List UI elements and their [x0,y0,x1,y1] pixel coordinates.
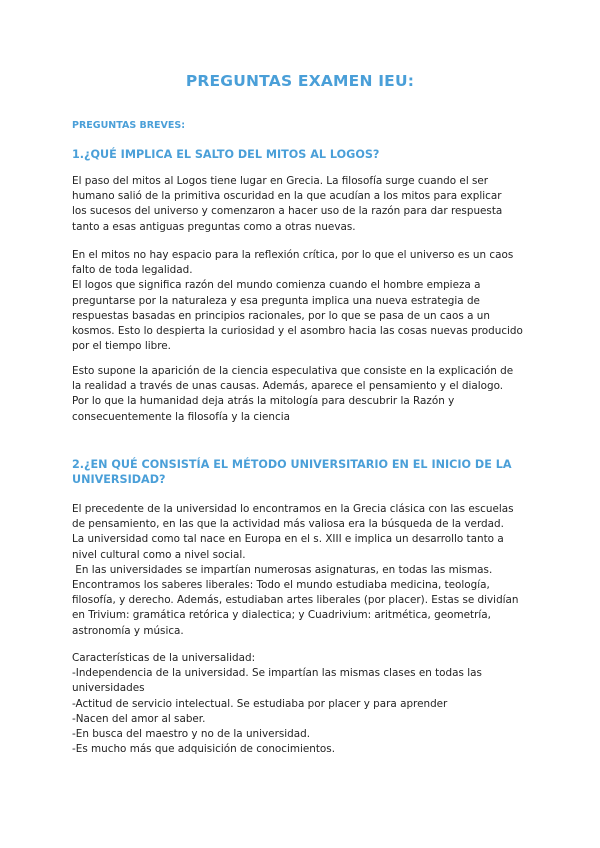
text-line: Encontramos los saberes liberales: Todo el mundo estudiaba medicina, teología, [72,578,490,591]
text-line: la realidad a través de unas causas. Además, aparece el pensamiento y el dialogo. [72,380,504,393]
text-line: astronomía y música. [72,624,184,637]
question-2-heading-line: UNIVERSIDAD? [72,473,166,486]
text-line: de pensamiento, en las que la actividad más valiosa era la búsqueda de la verdad. [72,518,504,531]
text-line: falto de toda legalidad. [72,264,193,277]
q1-paragraph-1 [72,174,534,235]
q2-paragraph-1 [72,502,534,639]
q1-paragraph-2 [72,248,534,354]
text-line: Esto supone la aparición de la ciencia especulativa que consiste en la explicación de [72,365,514,377]
text-line: por el tiempo libre. [72,340,171,353]
text-line: kosmos. Esto lo despierta la curiosidad y el asombro hacia las cosas nuevas producido [72,324,523,337]
list-item: -Nacen del amor al saber. [72,712,206,725]
text-line: tanto a esas antiguas preguntas como a otras nuevas. [72,220,356,233]
document-title: PREGUNTAS EXAMEN IEU: [185,72,415,90]
text-line: humano salió de la primitiva oscuridad en la que acudían a los mitos para explicar [72,190,502,203]
question-2-heading-line: 2.¿EN QUÉ CONSISTÍA EL MÉTODO UNIVERSITARIO EN EL INICIO DE LA [72,458,512,471]
question-2-heading [72,457,527,487]
list-item: universidades [72,682,145,695]
list-item: -En busca del maestro y no de la universidad. [72,727,311,740]
q1-paragraph-3 [72,364,534,425]
text-line: los sucesos del universo y comenzaron a hacer uso de la razón para dar respuesta [72,205,503,218]
text-line: El logos que significa razón del mundo comienza cuando el hombre empieza a [72,279,481,292]
text-line: En las universidades se impartían numerosas asignaturas, en todas las mismas. [72,563,493,576]
q2-paragraph-2 [72,651,534,757]
text-line: filosofía, y derecho. Además, estudiaban artes liberales (por placer). Estas se dividían [72,594,519,607]
text-line: respuestas basadas en principios racionales, por lo que se pasa de un caos a un [72,309,490,322]
text-line: El precedente de la universidad lo encontramos en la Grecia clásica con las escuelas [72,503,514,515]
text-line: preguntarse por la naturaleza y esa pregunta implica una nueva estrategia de [72,294,480,307]
text-line: La universidad como tal nace en Europa en el s. XIII e implica un desarrollo tanto a [72,533,504,546]
list-item: -Actitud de servicio intelectual. Se estudiaba por placer y para aprender [72,697,448,710]
text-line: Por lo que la humanidad deja atrás la mitología para descubrir la Razón y [72,395,455,408]
section-subtitle: PREGUNTAS BREVES: [72,120,186,131]
text-line: En el mitos no hay espacio para la reflexión crítica, por lo que el universo es un caos [72,249,514,261]
text-line: nivel cultural como a nivel social. [72,548,246,561]
list-item: -Independencia de la universidad. Se impartían las mismas clases en todas las [72,667,482,680]
text-line: El paso del mitos al Logos tiene lugar en Grecia. La filosofía surge cuando el ser [72,175,489,187]
text-line: consecuentemente la filosofía y la ciencia [72,410,290,423]
question-1-heading: 1.¿QUÉ IMPLICA EL SALTO DEL MITOS AL LOGOS? [72,148,380,161]
text-line: en Trivium: gramática retórica y dialectica; y Cuadrivium: aritmética, geometría, [72,609,491,622]
list-item: -Es mucho más que adquisición de conocimientos. [72,743,335,756]
text-line: Características de la universalidad: [72,652,256,664]
